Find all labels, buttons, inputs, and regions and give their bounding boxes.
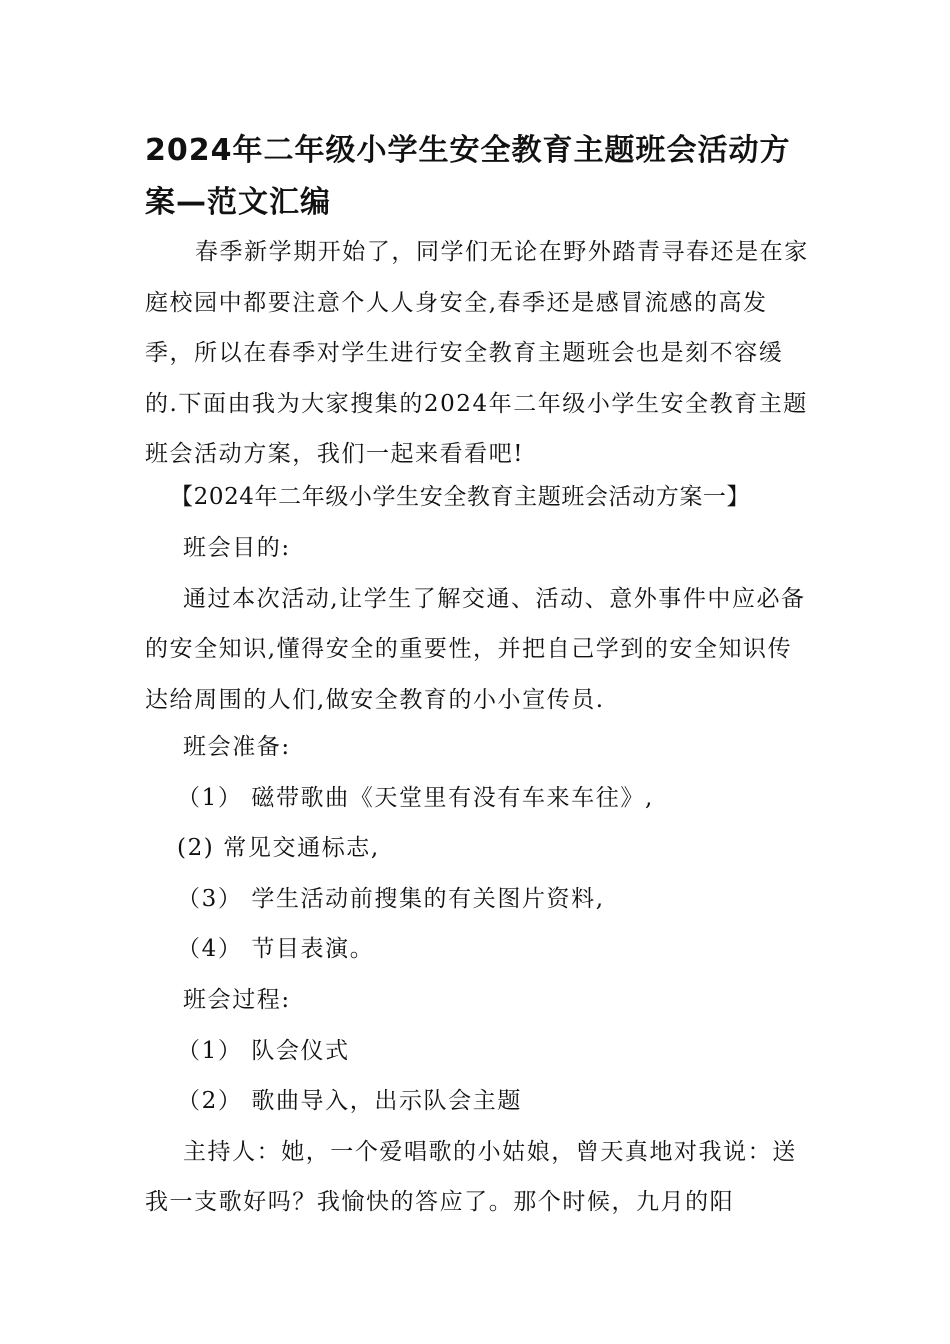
- purpose-block: [145, 523, 815, 725]
- purpose-paragraph: 通过本次活动,让学生了解交通、活动、意外事件中应必备的安全知识,懂得安全的重要性，并把自己学到的安全知识传达给周围的人们,做安全教育的小小宣传员.: [145, 585, 806, 713]
- prep-item: （1） 磁带歌曲《天堂里有没有车来车往》,: [177, 784, 654, 811]
- prep-item: （3） 学生活动前搜集的有关图片资料,: [177, 885, 605, 912]
- prep-label: 班会准备:: [183, 734, 291, 760]
- purpose-label: 班会目的:: [183, 535, 291, 561]
- process-label: 班会过程:: [183, 987, 291, 1013]
- prep-block: [145, 722, 815, 975]
- document-title: 2024年二年级小学生安全教育主题班会活动方案—范文汇编: [145, 133, 791, 220]
- prep-item: (2) 常见交通标志,: [177, 835, 380, 861]
- section-heading: 【2024年二年级小学生安全教育主题班会活动方案一】: [170, 484, 751, 510]
- host-paragraph: 主持人：她，一个爱唱歌的小姑娘，曾天真地对我说：送我一支歌好吗？我愉快的答应了。那个时候，九月的阳: [145, 1138, 797, 1215]
- section-heading-block: [170, 472, 830, 523]
- intro-paragraph: 春季新学期开始了，同学们无论在野外踏青寻春还是在家庭校园中都要注意个人人身安全,春季还是感冒流感的高发季，所以在春季对学生进行安全教育主题班会也是刻不容缓的.下面由我为大家搜集的2024年二年级小学生安全教育主题班会活动方案，我们一起来看看吧!: [145, 239, 809, 467]
- intro-block: [145, 227, 815, 480]
- prep-item: （4） 节目表演。: [177, 936, 375, 962]
- process-item: （1） 队会仪式: [177, 1037, 350, 1064]
- process-block: [145, 975, 815, 1228]
- process-item: （2） 歌曲导入，出示队会主题: [177, 1088, 522, 1114]
